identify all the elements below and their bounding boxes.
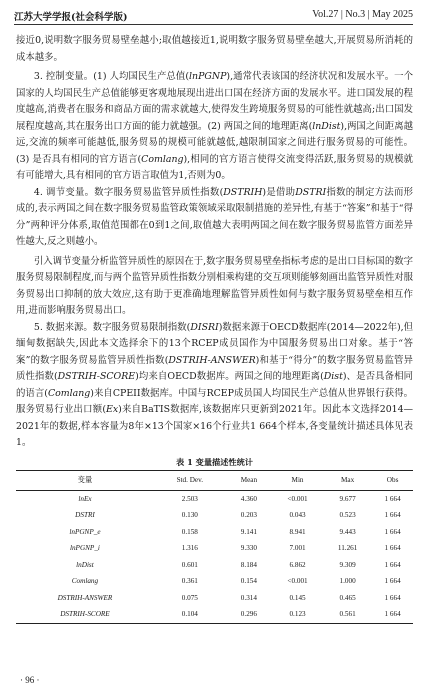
value-cell: 1 664: [384, 593, 401, 602]
table-row: [16, 507, 413, 524]
col-obs: Obs: [386, 475, 399, 484]
paragraph-control-variables: 3. 控制变量。(1) 人均国民生产总值(lnPGNP),通常代表该国的经济状况和发展水平。一个国家的人均国民生产总值能够更客观地展现出进出口国在经济方面的发展水平。进口国发展的程度越高,消费者在服务和商品方面的需求就越大,使得发生跨境服务贸易的可能性就越高;出口国发展程度越高,其在服务出口方面的能力就越强。(2) 两国之间的地理距离(lnDist),两国之间距离越远,交流的频率可能越低,服务贸易的规模可能就越低,越限制国家之间进行服务贸易的可能性。(3) 是否具有相同的官方语言(Comlang),相同的官方语言使得交流变得活跃,服务贸易的规模就有可能增大,具有相同的官方语言取值为1,否则为0。: [16, 71, 414, 181]
value-cell: 2.503: [181, 494, 198, 503]
value-cell: 0.314: [240, 593, 257, 602]
table-row: [16, 490, 413, 507]
variable-name-cell: lnPGNP_e: [69, 527, 101, 536]
running-header: [14, 7, 413, 25]
value-cell: 9.677: [339, 494, 356, 503]
col-std-dev: Std. Dev.: [176, 475, 204, 484]
table-caption: 表 1 变量描述性统计: [176, 456, 253, 467]
table-row: [16, 606, 413, 623]
variable-name-cell: Comlang: [71, 577, 99, 585]
value-cell: 6.862: [289, 560, 306, 569]
value-cell: 0.601: [181, 560, 198, 569]
col-mean: Mean: [240, 475, 258, 484]
value-cell: 1 664: [384, 527, 401, 536]
issue-info: Vol.27 | No.3 | May 2025: [312, 9, 413, 20]
value-cell: 8.184: [240, 560, 257, 569]
value-cell: 8.941: [289, 527, 306, 536]
table-header-row: [16, 470, 413, 490]
value-cell: 0.203: [240, 511, 257, 519]
value-cell: 0.043: [289, 511, 306, 519]
value-cell: 7.001: [289, 544, 306, 552]
value-cell: 9.330: [240, 544, 257, 552]
variable-name-cell: lnDist: [76, 560, 94, 569]
value-cell: 9.141: [240, 527, 257, 536]
value-cell: 0.104: [181, 610, 198, 618]
col-min: Min: [291, 475, 304, 484]
value-cell: 0.145: [289, 593, 306, 602]
value-cell: 1 664: [384, 494, 401, 503]
table-row: [16, 540, 413, 557]
variable-name-cell: DSTRIH-ANSWER: [57, 593, 113, 602]
variable-name-cell: DSTRIH-SCORE: [60, 610, 110, 618]
value-cell: 11.261: [337, 544, 358, 552]
descriptive-statistics-table: [16, 470, 413, 624]
value-cell: 1 664: [384, 610, 401, 618]
paragraph-heterogeneity-reason: 引入调节变量分析监管异质性的原因在于,数字服务贸易壁垒指标考虑的是出口目标国的数字服务贸易限制程度,而与两个监管异质性指数分别相乘构建的交互项则能够刻画出监管异质性对服务贸易出口抑制的放大效应,这有助于更准确地理解监管异质性如何与数字服务贸易壁垒相互作用,进而影响服务贸易出口。: [16, 255, 413, 316]
table-row: [16, 590, 413, 607]
variable-name-cell: DSTRI: [75, 511, 95, 519]
col-variable: 变量: [77, 475, 93, 484]
value-cell: 1.000: [339, 577, 356, 585]
value-cell: <0.001: [287, 494, 308, 503]
col-max: Max: [341, 475, 355, 484]
value-cell: 1.316: [181, 544, 198, 552]
value-cell: 0.158: [181, 527, 198, 536]
journal-title: 江苏大学学报(社会科学版): [14, 12, 128, 23]
value-cell: 0.523: [339, 511, 356, 519]
value-cell: <0.001: [287, 577, 308, 585]
variable-name-cell: lnEx: [78, 494, 92, 503]
table-row: [16, 557, 413, 574]
value-cell: 0.075: [181, 593, 198, 602]
table-row: [16, 573, 413, 590]
value-cell: 0.296: [240, 610, 257, 618]
value-cell: 4.360: [240, 494, 257, 503]
value-cell: 1 664: [384, 544, 401, 552]
article-body: [16, 33, 413, 624]
value-cell: 1 664: [384, 511, 401, 519]
paragraph-data-sources: 5. 数据来源。数字服务贸易限制指数(DISRI)数据来源于OECD数据库(2014—2022年),但缅甸数据缺失,因此本文选择余下的13个RCEP成员国作为中国服务贸易出口对象。基于“答案”的数字服务贸易监管异质性指数(DSTRIH-ANSWER)和基于“得分”的数字服务贸易监管异质性指数(DSTRIH-SCORE)均来自OECD数据库。两国之间的地理距离(Dist)、是否具备相同的语言(Comlang)来自CPEII数据库。中国与RCEP成员国人均国民生产总值从世界银行获得。服务贸易行业出口额(Ex)来自BaTIS数据库,该数据库只更新到2021年。因此本文选择2014—2021年的数据,样本容量为8年×13个国家×16个行业共1 664个样本,各变量统计描述具体见表1。: [16, 321, 414, 448]
table-row: [16, 524, 413, 541]
value-cell: 0.130: [181, 511, 198, 519]
variable-name-cell: lnPGNP_i: [69, 544, 100, 552]
value-cell: 1 664: [384, 577, 401, 585]
header-rule: [14, 24, 413, 25]
value-cell: 0.123: [289, 610, 306, 618]
value-cell: 1 664: [384, 560, 401, 569]
value-cell: 0.561: [339, 610, 356, 618]
paragraph-0: 接近0,说明数字服务贸易壁垒越小;取值越接近1,说明数字服务贸易壁垒越大,开展贸易所消耗的成本越多。: [16, 35, 413, 63]
value-cell: 0.154: [240, 577, 257, 585]
page-number: · 96 ·: [20, 675, 40, 685]
value-cell: 9.309: [339, 560, 356, 569]
paragraph-moderating-variable: 4. 调节变量。数字服务贸易监管异质性指数(DSTRIH)是借助DSTRI指数的制定方法而形成的,表示两国之间在数字服务贸易监管政策领域采取限制措施的差异性,有基于“答案”和基于“得分”两种评分体系,取值范围都在0到1之间,取值越大表明两国之间在数字服务贸易监管方面差异性越大,反之则越小。: [16, 186, 413, 247]
value-cell: 9.443: [339, 527, 356, 536]
value-cell: 0.465: [339, 593, 356, 602]
value-cell: 0.361: [181, 577, 198, 585]
